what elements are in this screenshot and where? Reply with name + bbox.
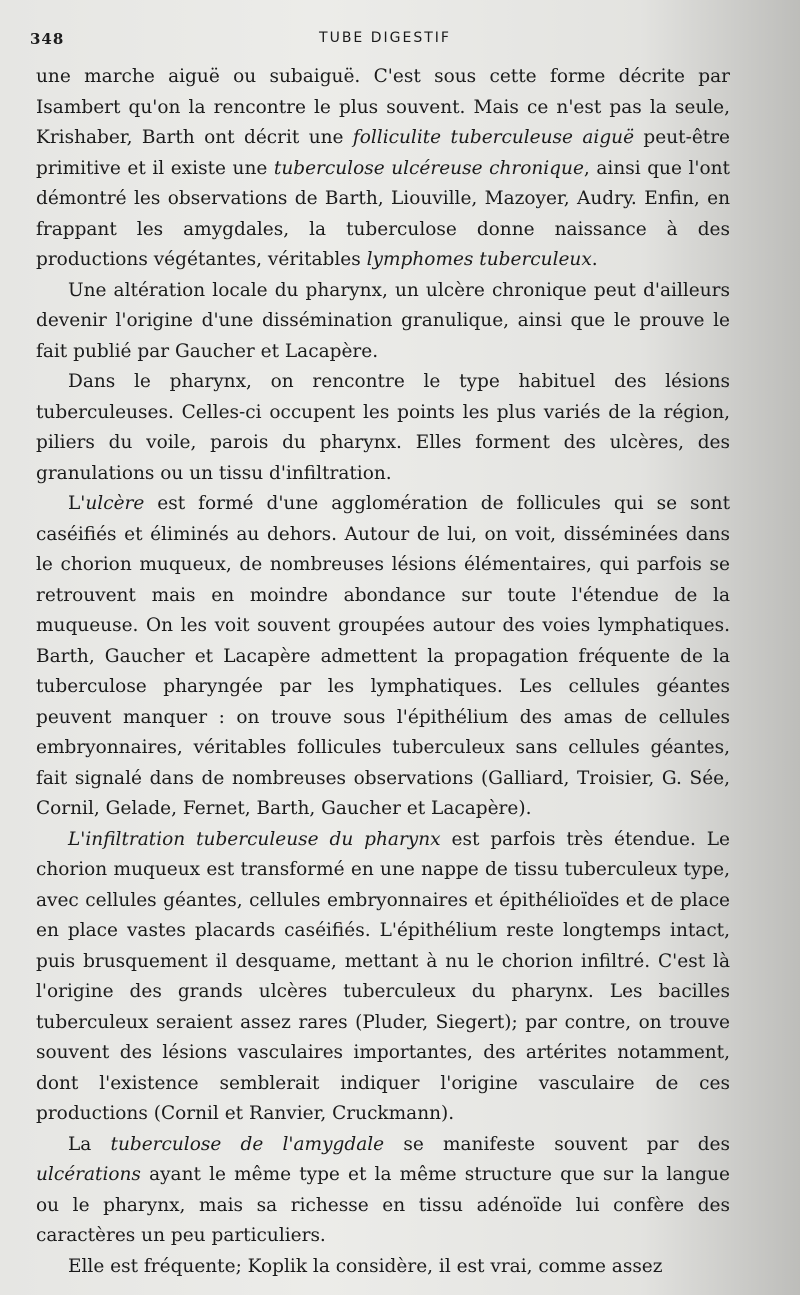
text-run: peut-être primitive et il existe une [36,127,731,179]
text-run: La [68,1133,111,1155]
italic-term: ulcérations [36,1164,141,1185]
text-run: est parfois très étendue. Le chorion muqueux est transformé en une nappe de tissu tuberculeux type, avec cellules géantes, cellules embryonnaires et épithélioïdes et de place en place vastes placards caséifiés. L'épithélium reste longtemps intact, puis brusquement il desquame, mettant à nu le chorion infiltré. C'est là l'origine des grands ulcères tuberculeux du pharynx. Les bacilles tuberculeux seraient assez rares (Pluder, Siegert); par contre, on trouve souvent des lésions vasculaires importantes, des artérites notamment, dont l'existence semblerait indiquer l'origine vasculaire de ces productions (Cornil et Ranvier, Cruckmann). [36,828,730,1124]
text-run: Dans le pharynx, on rencontre le type habituel des lésions tuberculeuses. Celles-ci occupent les points les plus variés de la région, piliers du voile, parois du pharynx. Elles forment des ulcères, des granulations ou un tissu d'infiltration. [36,371,730,484]
italic-term: tuberculose ulcéreuse chronique [273,157,584,179]
paragraph [36,276,730,368]
text-run: est formé d'une agglomération de follicules qui se sont caséifiés et éliminés au dehors. Autour de lui, on voit, disséminées dans le chorion muqueux, de nombreuses lésions élémentaires, qui parfois se retrouvent mais en moindre abondance sur toute l'étendue de la muqueuse. On les voit souvent groupées autour des voies lymphatiques. Barth, Gaucher et Lacapère admettent la propagation fréquente de la tuberculose pharyngée par les lymphatiques. Les cellules géantes peuvent manquer : on trouve sous l'épithélium des amas de cellules embryonnaires, véritables follicules tuberculeux sans cellules géantes, fait signalé dans de nombreuses observations (Galliard, Troisier, G. Sée, Cornil, Gelade, Fernet, Barth, Gaucher et Lacapère). [36,493,730,819]
text-run: , ainsi que l'ont démontré les observations de Barth, Liouville, Mazoyer, Audry. Enfin, en frappant les amygdales, la tuberculose donne naissance à des productions végétantes, véritables [36,157,730,270]
text-run: se manifeste souvent par des [384,1133,730,1155]
text-run: Elle est fréquente; Koplik la considère, il est vrai, comme assez [68,1255,663,1277]
paragraph [36,825,730,1130]
italic-term: ulcère [85,493,145,514]
italic-term: tuberculose de l'amygdale [110,1133,385,1155]
body-text [36,62,730,1282]
page-header [30,30,740,56]
italic-term: L'infiltration tuberculeuse du pharynx [68,828,441,850]
running-title: TUBE DIGESTIF [319,30,451,46]
paragraph [36,489,730,825]
text-run: . [591,249,598,270]
text-run: une marche aiguë ou subaiguë. C'est sous cette forme décrite par Isambert qu'on la rencontre le plus souvent. Mais ce n'est pas la seule, Krishaber, Barth ont décrit une [36,66,730,148]
italic-term: folliculite tuberculeuse aiguë [352,127,635,148]
text-run: ayant le même type et la même structure que sur la langue ou le pharynx, mais sa richesse en tissu adénoïde lui confère des caractères un peu particuliers. [36,1164,730,1246]
paragraph [36,1130,730,1252]
text-run: L' [68,493,86,514]
paragraph [36,1252,730,1283]
paragraph [36,62,730,276]
text-run: Une altération locale du pharynx, un ulcère chronique peut d'ailleurs devenir l'origine d'une dissémination granulique, ainsi que le prouve le fait publié par Gaucher et Lacapère. [36,279,730,362]
page-number: 348 [30,30,65,48]
paragraph [36,367,730,489]
italic-term: lymphomes tuberculeux [366,249,592,270]
